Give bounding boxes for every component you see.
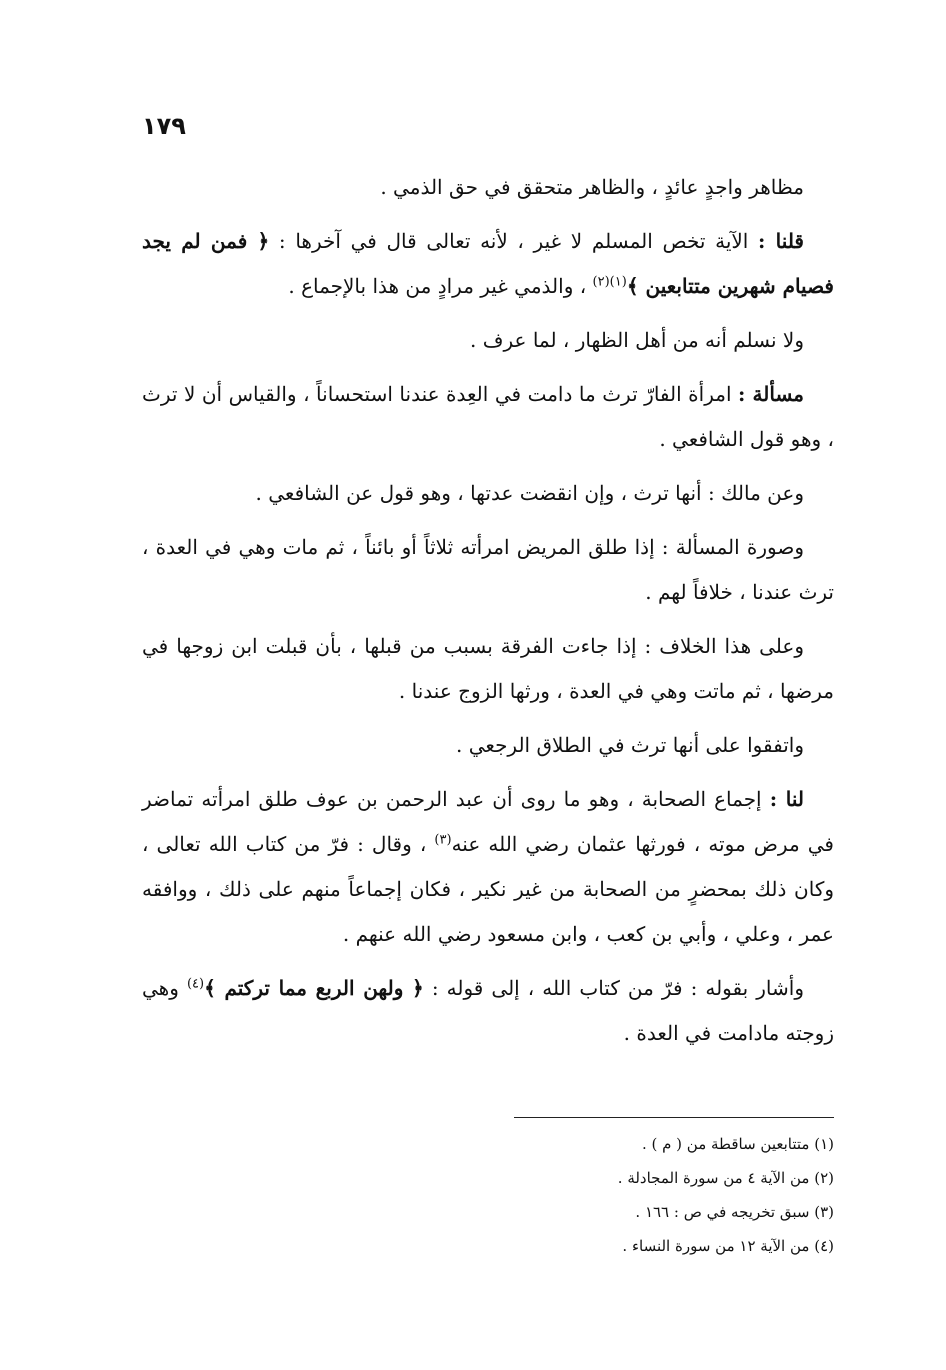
page-number: ١٧٩ <box>142 112 186 140</box>
paragraph <box>142 318 834 363</box>
footnote: (١) متتابعين ساقطة من ( م ) . <box>641 1135 834 1153</box>
footnote-ref: (٣) <box>434 832 452 848</box>
footnote: (٤) من الآية ١٢ من سورة النساء . <box>622 1237 834 1255</box>
paragraph <box>142 525 834 615</box>
quran-verse: ﴿ ولهن الربع مما تركتم ﴾ <box>204 976 424 1000</box>
paragraph-text: وأشار بقوله : فرّ من كتاب الله ، إلى قوله : <box>423 976 804 1000</box>
paragraph <box>142 966 834 1056</box>
paragraph-lead: مسألة : <box>738 382 805 406</box>
paragraph-text: وعلى هذا الخلاف : إذا جاءت الفرقة بسبب من قبلها ، بأن قبلت ابن زوجها في مرضها ، ثم ماتت وهي في العدة ، ورثها الزوج عندنا . <box>142 634 834 703</box>
footnote-ref: (٤) <box>186 976 205 992</box>
footnotes <box>142 1127 834 1263</box>
paragraph <box>142 777 834 957</box>
paragraph-text: وعن مالك : أنها ترث ، وإن انقضت عدتها ، وهو قول عن الشافعي . <box>255 481 804 505</box>
paragraph-text: وصورة المسألة : إذا طلق المريض امرأته ثلاثاً أو بائناً ، ثم مات وهي في العدة ، ترث عندنا ، خلافاً لهم . <box>142 535 834 604</box>
paragraph-tail: ، والذمي غير مرادٍ من هذا بالإجماع . <box>288 274 593 298</box>
paragraph <box>142 624 834 714</box>
paragraph <box>142 723 834 768</box>
paragraph-text: امرأة الفارّ ترث ما دامت في العِدة عندنا استحساناً ، والقياس أن لا ترث ، وهو قول الشافعي . <box>142 382 834 451</box>
paragraph-text: الآية تخص المسلم لا غير ، لأنه تعالى قال في آخرها : <box>269 229 759 253</box>
footnote-ref: (١)(٢) <box>592 274 627 290</box>
paragraph <box>142 471 834 516</box>
paragraph-text: واتفقوا على أنها ترث في الطلاق الرجعي . <box>456 733 804 757</box>
paragraph-text: ولا نسلم أنه من أهل الظهار ، لما عرف . <box>470 328 804 352</box>
quran-verse: ﴿ فمن لم يجد فصيام شهرين متتابعين ﴾ <box>142 229 834 298</box>
paragraph-tail: وهي زوجته مادامت في العدة . <box>142 976 834 1045</box>
paragraph-tail: ، وقال : فرّ من كتاب الله تعالى ، وكان ذلك بمحضرٍ من الصحابة من غير نكير ، فكان إجماعاً منهم على ذلك ، ووافقه عمر ، وعلي ، وأبي بن كعب ، وابن مسعود رضي الله عنهم . <box>142 832 834 946</box>
paragraph-text: إجماع الصحابة ، وهو ما روى أن عبد الرحمن بن عوف طلق امرأته تماضر في مرض موته ، فورثها عثمان رضي الله عنه <box>142 787 834 856</box>
paragraph <box>142 165 834 210</box>
footnote-divider <box>514 1117 834 1118</box>
paragraph-lead: قلنا : <box>758 229 804 253</box>
footnote: (٢) من الآية ٤ من سورة المجادلة . <box>617 1169 834 1187</box>
paragraph <box>142 372 834 462</box>
footnote: (٣) سبق تخريجه في ص : ١٦٦ . <box>635 1203 834 1221</box>
paragraph-text: مظاهر واجدٍ عائدٍ ، والظاهر متحقق في حق الذمي . <box>380 175 804 199</box>
main-text <box>142 165 834 1065</box>
paragraph-lead: لنا : <box>769 787 804 811</box>
paragraph <box>142 219 834 309</box>
